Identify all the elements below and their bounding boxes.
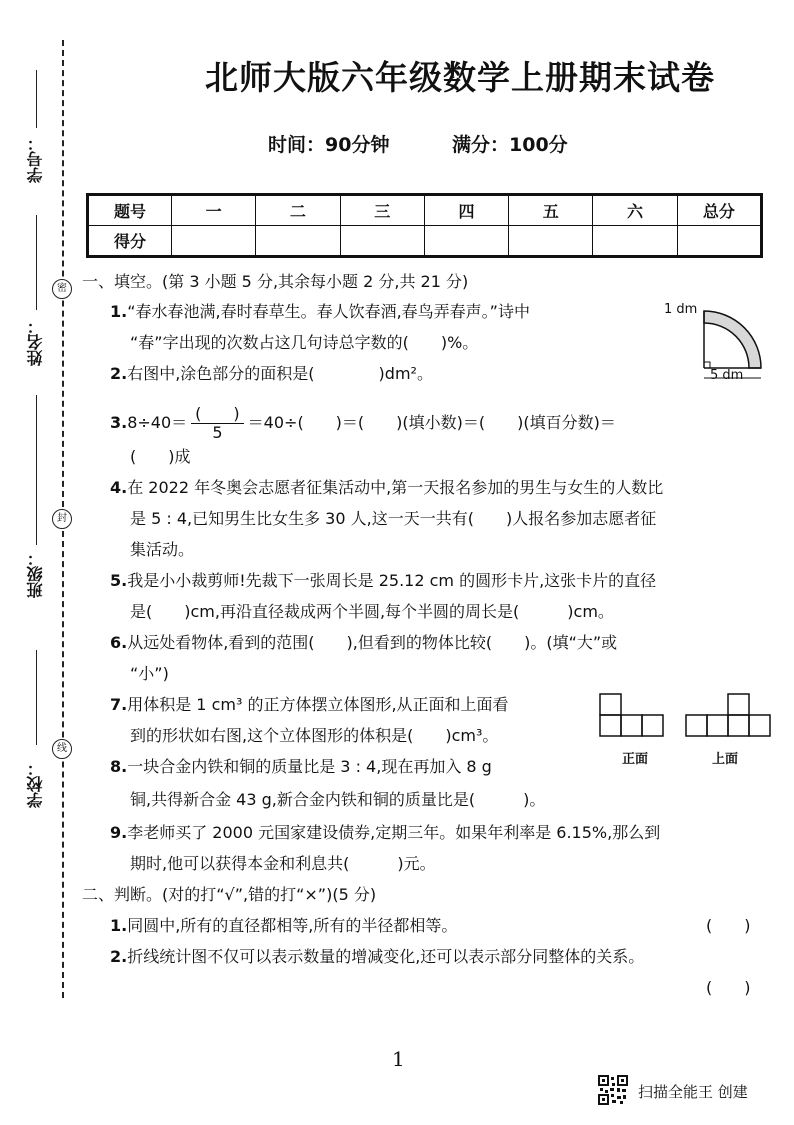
question-8-line2: 铜,共得新合金 43 g,新合金内铁和铜的质量比是( )。 [130, 790, 546, 809]
question-7-line1 [110, 695, 509, 715]
question-number: 8. [110, 757, 128, 776]
fraction-denominator: 5 [212, 423, 223, 442]
score-header-cell: 三 [340, 195, 424, 226]
name-label: 姓名： [26, 318, 45, 366]
score-cell[interactable] [509, 226, 593, 257]
question-1-line1 [110, 302, 530, 322]
question-number: 2. [110, 364, 128, 383]
question-text: 右图中,涂色部分的面积是( )dm²。 [127, 364, 433, 383]
score-cell[interactable] [172, 226, 256, 257]
page-number: 1 [392, 1047, 405, 1071]
question-number: 6. [110, 633, 128, 652]
question-number: 1. [110, 302, 128, 321]
ring-width-label: 1 dm [664, 302, 698, 317]
section2-heading: 二、判断。(对的打“√”,错的打“×”)(5 分) [82, 885, 377, 904]
watermark-text: 扫描全能王 创建 [638, 1083, 748, 1101]
score-header-cell: 六 [593, 195, 677, 226]
question-text: 一块合金内铁和铜的质量比是 3 : 4,现在再加入 8 g [127, 757, 492, 776]
question-5-line1 [110, 571, 656, 591]
seal-mi: 密 [52, 279, 72, 299]
seal-xian: 线 [52, 739, 72, 759]
name-underline [36, 215, 37, 310]
score-cell[interactable] [256, 226, 340, 257]
fraction [191, 405, 244, 442]
exam-time: 时间：90分钟 [268, 134, 390, 156]
ring-base-label: 5 dm [710, 368, 744, 383]
judge-question-2 [110, 947, 644, 967]
score-header-cell: 二 [256, 195, 340, 226]
question-text: ＝40÷( )＝( )(填小数)＝( )(填百分数)＝ [247, 413, 616, 432]
question-8-line1 [110, 757, 492, 777]
question-text: 李老师买了 2000 元国家建设债券,定期三年。如果年利率是 6.15%,那么到 [127, 823, 661, 842]
score-header-cell: 五 [509, 195, 593, 226]
student-id-underline [36, 70, 37, 128]
block-views-figure [598, 690, 778, 742]
judge-question-1 [110, 916, 457, 936]
question-number: 5. [110, 571, 128, 590]
score-table [86, 193, 763, 258]
question-number: 4. [110, 478, 128, 497]
front-view [600, 694, 663, 736]
shaded-ring-region [704, 311, 761, 368]
front-view-label: 正面 [622, 752, 649, 767]
judge-answer-1[interactable]: ( ) [706, 916, 751, 935]
question-number: 7. [110, 695, 128, 714]
question-text: 折线统计图不仅可以表示数量的增减变化,还可以表示部分同整体的关系。 [127, 947, 645, 966]
school-label: 学校： [26, 760, 45, 808]
question-4-line1 [110, 478, 663, 498]
seal-feng: 封 [52, 509, 72, 529]
question-4-line3: 集活动。 [130, 540, 195, 559]
top-view-label: 上面 [712, 752, 739, 767]
question-text: 8÷40＝ [127, 413, 188, 432]
question-number: 3. [110, 413, 128, 432]
class-underline [36, 395, 37, 545]
question-text: 从远处看物体,看到的范围( ),但看到的物体比较( )。(填“大”或 [127, 633, 618, 652]
score-cell[interactable] [424, 226, 508, 257]
question-4-line2: 是 5 : 4,已知男生比女生多 30 人,这一天一共有( )人报名参加志愿者征 [130, 509, 657, 528]
exam-title: 北师大版六年级数学上册期末试卷 [205, 58, 715, 97]
student-id-label: 学号： [26, 135, 45, 183]
score-header-cell: 一 [172, 195, 256, 226]
score-cell[interactable] [340, 226, 424, 257]
scanner-watermark [598, 1073, 778, 1109]
top-view [686, 694, 770, 736]
question-9-line1 [110, 823, 660, 843]
exam-full-score: 满分：100分 [452, 134, 568, 156]
question-6-line1 [110, 633, 617, 653]
class-label: 班级： [26, 550, 45, 598]
question-2 [110, 364, 433, 384]
judge-answer-2[interactable]: ( ) [706, 978, 751, 997]
score-header-cell: 总分 [677, 195, 761, 226]
score-cell[interactable] [593, 226, 677, 257]
question-text: 在 2022 年冬奥会志愿者征集活动中,第一天报名参加的男生与女生的人数比 [127, 478, 664, 497]
score-row-label: 得分 [88, 226, 172, 257]
question-6-line2: “小”) [130, 664, 169, 683]
question-text: 用体积是 1 cm³ 的正方体摆立体图形,从正面和上面看 [127, 695, 509, 714]
question-number: 1. [110, 916, 128, 935]
question-5-line2: 是( )cm,再沿直径裁成两个半圆,每个半圆的周长是( )cm。 [130, 602, 614, 621]
section1-heading: 一、填空。(第 3 小题 5 分,其余每小题 2 分,共 21 分) [82, 272, 469, 291]
question-number: 2. [110, 947, 128, 966]
qr-code-icon [598, 1075, 628, 1105]
question-text: 我是小小裁剪师!先裁下一张周长是 25.12 cm 的圆形卡片,这张卡片的直径 [127, 571, 657, 590]
question-text: 同圆中,所有的直径都相等,所有的半径都相等。 [127, 916, 458, 935]
score-header-cell: 四 [424, 195, 508, 226]
question-3-line1 [110, 405, 616, 442]
question-9-line2: 期时,他可以获得本金和利息共( )元。 [130, 854, 436, 873]
question-1-line2: “春”字出现的次数占这几句诗总字数的( )%。 [130, 333, 479, 352]
score-header-cell: 题号 [88, 195, 172, 226]
question-number: 9. [110, 823, 128, 842]
question-3-line2: ( )成 [130, 447, 191, 466]
score-cell[interactable] [677, 226, 761, 257]
school-underline [36, 650, 37, 745]
question-7-line2: 到的形状如右图,这个立体图形的体积是( )cm³。 [130, 726, 499, 745]
question-text: “春水春池满,春时春草生。春人饮春酒,春鸟弄春声。”诗中 [127, 302, 530, 321]
fraction-numerator: ( ) [191, 405, 244, 424]
